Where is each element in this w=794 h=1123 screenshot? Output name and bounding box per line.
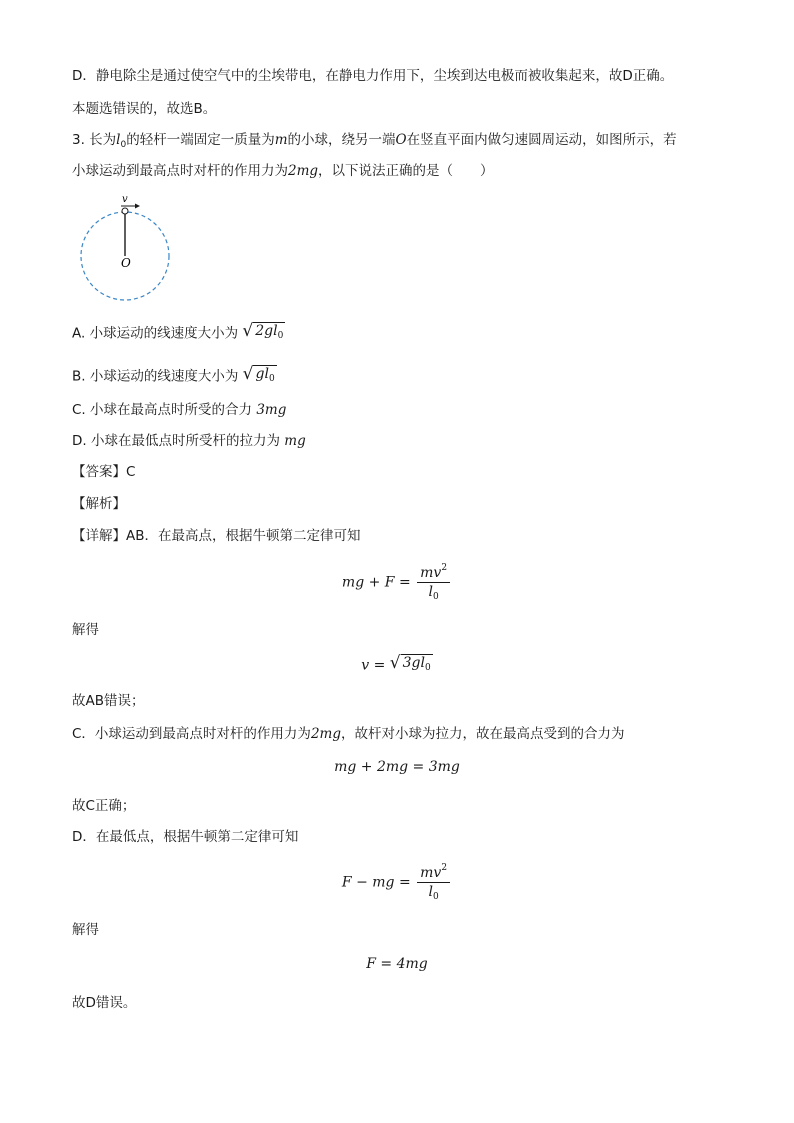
ab-wrong: 故AB错误； xyxy=(72,693,145,709)
eq4-lhs: F − mg = xyxy=(341,874,411,891)
eq4-numerator-sup: 2 xyxy=(441,863,448,873)
text-line-choose-b: 本题选错误的，故选B。 xyxy=(72,101,217,117)
velocity-arrow-head xyxy=(135,204,140,209)
solve-label-1: 解得 xyxy=(72,622,99,638)
option-b xyxy=(72,365,277,388)
eq2-lhs: v = xyxy=(361,657,386,674)
option-d-text: D. 小球在最低点时所受杆的拉力为 xyxy=(72,433,280,449)
eq4-fraction xyxy=(417,860,450,905)
c-right: 故C正确； xyxy=(72,798,136,814)
question-3-line-1 xyxy=(72,131,677,154)
circular-motion-figure xyxy=(75,195,175,305)
d-wrong: 故D错误。 xyxy=(72,995,137,1011)
question-3-line-2 xyxy=(72,162,494,180)
detail-label: 【详解】 xyxy=(72,528,126,544)
answer-line xyxy=(72,463,135,481)
option-a-subscript: 0 xyxy=(277,331,284,341)
eq4-numerator: mv xyxy=(420,865,442,881)
q-text: 的轻杆一端固定一质量为 xyxy=(126,132,275,148)
equation-1 xyxy=(0,560,794,605)
equation-3: mg + 2mg = 3mg xyxy=(334,759,460,775)
option-c-math: 3mg xyxy=(256,402,287,418)
option-a-text: A. 小球运动的线速度大小为 xyxy=(72,325,239,342)
option-b-text: B. 小球运动的线速度大小为 xyxy=(72,368,239,385)
eq1-numerator-sup: 2 xyxy=(441,563,448,573)
option-b-radicand: gl xyxy=(255,366,269,382)
eq1-numerator: mv xyxy=(420,565,442,581)
eq1-denominator-sub: 0 xyxy=(432,592,439,602)
answer-value: C xyxy=(126,464,136,480)
equation-2 xyxy=(0,654,794,677)
detail-line xyxy=(72,527,361,545)
detail-text: AB．在最高点，根据牛顿第二定律可知 xyxy=(126,528,361,544)
eq1-lhs: mg + F = xyxy=(341,574,411,591)
option-d-math: mg xyxy=(284,433,306,449)
ball xyxy=(122,208,128,214)
eq2-sqrt: √ $3gl_0$ xyxy=(390,654,433,677)
answer-label: 【答案】 xyxy=(72,464,126,480)
equation-4 xyxy=(0,860,794,905)
eq4-denominator-sub: 0 xyxy=(432,892,439,902)
option-d xyxy=(72,432,306,450)
eq4-denominator: l xyxy=(428,884,433,900)
eq2-subscript: 0 xyxy=(425,663,431,673)
option-b-sqrt: √ $gl_0$ xyxy=(243,365,277,388)
option-a xyxy=(72,322,285,345)
q-text: 的小球，绕另一端 xyxy=(287,132,396,148)
center-label: O xyxy=(121,256,131,270)
solve-label-2: 解得 xyxy=(72,922,99,938)
eq1-denominator: l xyxy=(428,584,433,600)
option-c xyxy=(72,401,286,419)
option-a-radicand: 2gl xyxy=(255,323,278,339)
q-text: 在竖直平面内做匀速圆周运动，如图所示，若 xyxy=(406,132,677,148)
q-math: 2mg xyxy=(288,163,319,179)
q-l-symbol: l xyxy=(116,132,121,148)
q-m-symbol: m xyxy=(274,132,288,148)
q-l-subscript: 0 xyxy=(120,140,127,150)
q-o-symbol: O xyxy=(395,132,407,148)
eq1-fraction xyxy=(417,560,450,605)
velocity-label: v xyxy=(122,195,128,205)
c-line-math: 2mg xyxy=(310,726,341,742)
q-text: 3. 长为 xyxy=(72,132,117,148)
c-analysis-line xyxy=(72,725,624,743)
eq2-radicand: 3gl xyxy=(402,655,425,671)
d-analysis-line: D．在最低点，根据牛顿第二定律可知 xyxy=(72,829,299,845)
text-line-d-previous: D．静电除尘是通过使空气中的尘埃带电，在静电力作用下，尘埃到达电极而被收集起来，故D正确。 xyxy=(72,68,674,84)
option-c-text: C. 小球在最高点时所受的合力 xyxy=(72,402,253,418)
option-b-subscript: 0 xyxy=(268,374,275,384)
c-line-text: C．小球运动到最高点时对杆的作用力为 xyxy=(72,726,311,742)
analysis-label: 【解析】 xyxy=(72,496,126,512)
equation-5: F = 4mg xyxy=(366,956,428,972)
q-text: 小球运动到最高点时对杆的作用力为 xyxy=(72,163,288,179)
option-a-sqrt: √ $2gl_0$ xyxy=(242,322,285,345)
c-line-text: ，故杆对小球为拉力，故在最高点受到的合力为 xyxy=(340,726,625,742)
q-text: ，以下说法正确的是（ ） xyxy=(318,163,494,179)
